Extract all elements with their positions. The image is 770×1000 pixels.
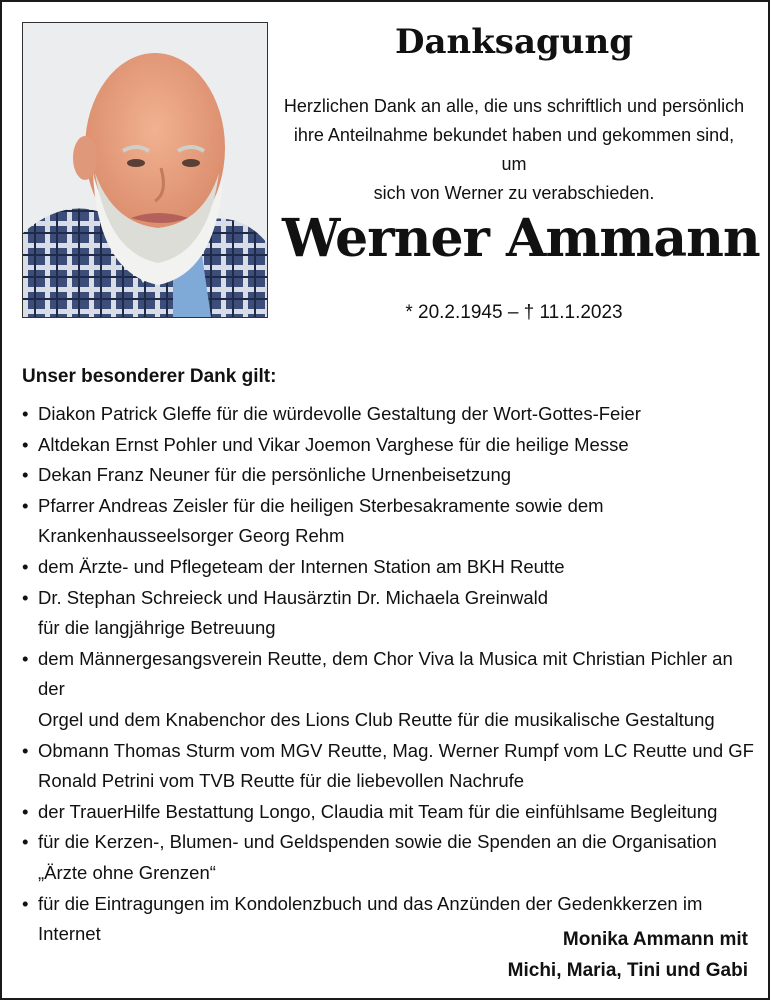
signature: [508, 924, 748, 986]
list-item: [20, 736, 760, 797]
portrait-photo: [22, 22, 268, 318]
list-item-line: Orgel und dem Knabenchor des Lions Club Reutte für die musikalische Gestaltung: [38, 708, 715, 730]
list-item-line: • Obmann Thomas Sturm vom MGV Reutte, Mag. Werner Rumpf vom LC Reutte und GF: [38, 739, 754, 761]
thanks-text: [282, 92, 746, 208]
list-item: [20, 460, 760, 491]
life-dates: * 20.2.1945 – † 11.1.2023: [405, 302, 623, 323]
list-item-line: • Altdekan Ernst Pohler und Vikar Joemon Varghese für die heilige Messe: [38, 433, 629, 455]
list-item-line: „Ärzte ohne Grenzen“: [38, 861, 216, 883]
list-item-line: • dem Ärzte- und Pflegeteam der Internen Station am BKH Reutte: [38, 555, 565, 577]
list-item-line: • Diakon Patrick Gleffe für die würdevolle Gestaltung der Wort-Gottes-Feier: [38, 403, 641, 424]
signature-line: Monika Ammann mit: [562, 929, 748, 950]
list-item-line: • dem Männergesangsverein Reutte, dem Chor Viva la Musica mit Christian Pichler an der: [38, 647, 733, 700]
list-item: [20, 491, 760, 552]
list-item-line: • Dr. Stephan Schreieck und Hausärztin Dr. Michaela Greinwald: [38, 586, 549, 608]
gratitude-heading: Unser besonderer Dank gilt:: [22, 366, 277, 387]
thanks-line: ihre Anteilnahme bekundet haben und gekommen sind, um: [293, 125, 735, 174]
deceased-name: Werner Ammann: [282, 208, 760, 269]
list-item-line: für die langjährige Betreuung: [38, 617, 276, 639]
list-item-line: • der TrauerHilfe Bestattung Longo, Claudia mit Team für die einfühlsame Begleitung: [38, 800, 718, 822]
list-item: [20, 399, 760, 430]
list-item: [20, 583, 760, 644]
gratitude-list: [20, 399, 760, 950]
list-item: [20, 797, 760, 828]
list-item-line: • für die Eintragungen im Kondolenzbuch und das Anzünden der Gedenkkerzen im Internet: [38, 892, 703, 945]
list-item: [20, 552, 760, 583]
list-item: [20, 430, 760, 461]
list-item-line: • Pfarrer Andreas Zeisler für die heiligen Sterbesakramente sowie dem: [38, 494, 604, 516]
list-item-line: • Dekan Franz Neuner für die persönliche Urnenbeisetzung: [38, 464, 512, 486]
list-item-line: Ronald Petrini vom TVB Reutte für die liebevollen Nachrufe: [38, 770, 525, 792]
list-item: [20, 644, 760, 736]
notice-heading: Danksagung: [395, 22, 633, 62]
thanks-line: sich von Werner zu verabschieden.: [373, 183, 655, 203]
list-item: [20, 827, 760, 888]
list-item-line: Krankenhausseelsorger Georg Rehm: [38, 525, 345, 547]
list-item-line: • für die Kerzen-, Blumen- und Geldspenden sowie die Spenden an die Organisation: [38, 831, 717, 853]
thanks-line: Herzlichen Dank an alle, die uns schriftlich und persönlich: [283, 96, 745, 116]
signature-line: Michi, Maria, Tini und Gabi: [507, 960, 748, 981]
